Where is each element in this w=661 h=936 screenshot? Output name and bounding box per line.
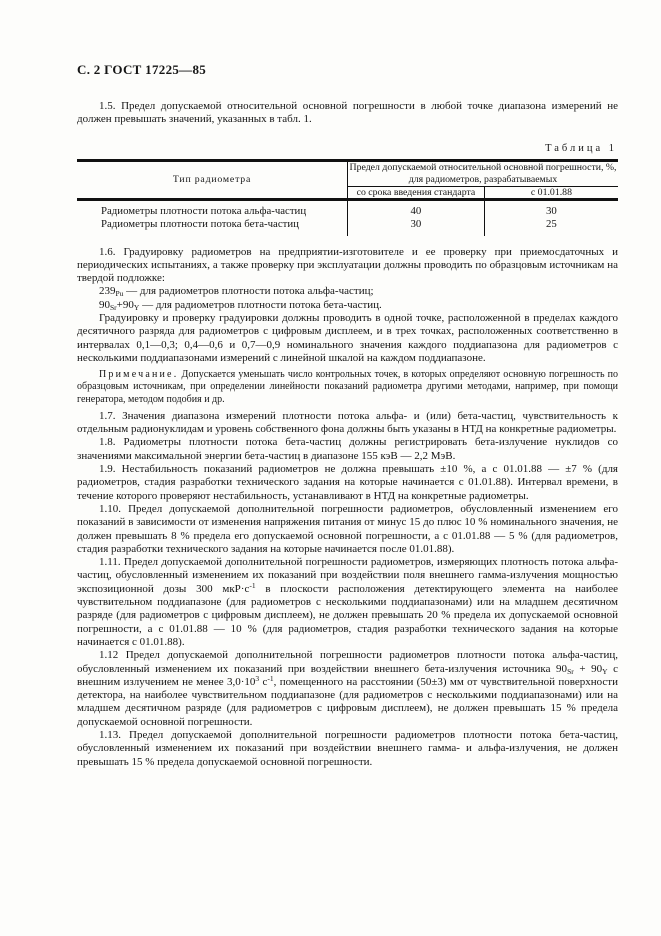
source-line-pu239: $239_{Pu}$ — для радиометров плотности потока альфа-частиц; (99, 285, 374, 299)
table-row (77, 218, 618, 236)
paragraph-1-8: 1.8. Радиометры плотности потока бета-частиц должны регистрировать бета-излучение нуклидов со значениями максимальной энергии бета-частиц в диапазоне 155 кэВ — 2,2 МэВ. (77, 436, 618, 462)
cell-value-from-1988: 30 (484, 199, 618, 218)
paragraph-1-13: 1.13. Предел допускаемой дополнительной погрешности радиометров плотности потока бета-частиц, обусловленный изменением их показаний при воздействии внешнего гамма- и альфа-излучения, не должен превышать 15 % предела допускаемой основной погрешности. (77, 729, 618, 768)
paragraph-1-12: 1.12 Предел допускаемой дополнительной погрешности радиометров плотности потока альфа-частиц, обусловленный изменением их показаний при воздействии внешнего бета-излучения источника $90_{Sr} + 90_Y$ с внешним излучением не менее $3,0\cdot 10^3$ $с^{-1}$, помещенного на расстоянии (50±3) мм от чувствительной поверхности детектора, на наиболее чувствительном поддиапазоне (для радиометров с несколькими поддиапазонами) или на младшем десятичном разряде (для радиометров с цифровым дисплеем), не должен превышать 15 % предела допускаемой основной погрешности. (77, 649, 618, 728)
paragraph-1-6-continuation: Градуировку и проверку градуировки должны проводить в одной точке, расположенной в пределах каждого десятичного разряда для радиометров с цифровым дисплеем, и в трех точках, расположенных соответственно в интервалах 0,1—0,3; 0,4—0,6 и 0,7—0,9 номинального значения каждого поддиапазона для радиометров с несколькими поддиапазонами измерений с линейной шкалой на каждом поддиапазоне. (77, 312, 618, 364)
note-block (77, 369, 618, 406)
paragraph-1-11: 1.11. Предел допускаемой дополнительной погрешности радиометров, измеряющих плотность потока альфа-частиц, обусловленный изменением их показаний при воздействии поля внешнего гамма-излучения мощностью экспозиционной дозы 300 $мкР\cdot с^{-1}$ в плоскости расположения детектирующего элемента на наиболее чувствительном поддиапазоне (для радиометров с несколькими поддиапазонами) или на младшем десятичном разряде (для радиометров с цифровым дисплеем), не должен превышать 20 % предела их допускаемой основной погрешности, а с 01.01.88 — 10 % (для радиометров, стадия разработки технического задания на которые начинается с 01.01.88). (77, 556, 618, 648)
table-row (77, 199, 618, 218)
paragraph-1-5: 1.5. Предел допускаемой относительной основной погрешности в любой точке диапазона измерений не должен превышать значений, указанных в табл. 1. (77, 100, 618, 126)
column-header-radiometer-type: Тип радиометра (77, 160, 348, 199)
limits-table-header (77, 160, 618, 199)
cell-value-from-1988: 25 (484, 218, 618, 236)
table-caption: Таблица 1 (545, 142, 617, 154)
limits-table-body (77, 199, 618, 236)
cell-value-from-introduction: 40 (348, 199, 485, 218)
paragraph-1-9: 1.9. Нестабильность показаний радиометров не должна превышать ±10 %, а с 01.01.88 — ±7 % (для радиометров, стадия разработки технического задания на которые начинается с 01.01.88). Интервал времени, в течение которого проверяют нестабильность, устанавливают в НТД на конкретные радиометры. (77, 463, 618, 502)
page-content (77, 62, 618, 769)
paragraph-1-6-intro: 1.6. Градуировку радиометров на предприятии-изготовителе и ее проверку при приемосдаточных и периодических испытаниях, а также проверку при эксплуатации должны проводить по образцовым источникам на твердой подложке: (77, 245, 618, 285)
cell-value-from-introduction: 30 (348, 218, 485, 236)
cell-radiometer-type: Радиометры плотности потока бета-частиц (101, 217, 299, 230)
paragraph-1-7: 1.7. Значения диапазона измерений плотности потока альфа- и (или) бета-частиц, чувствительность к отдельным радионуклидам и уровень собственного фона должны быть указаны в НТД на конкретные радиометры. (77, 409, 618, 436)
source-line-sr90-y90: $90_{Sr}+90_Y$ — для радиометров плотности потока бета-частиц. (99, 298, 382, 312)
note-label: Примечание. (99, 369, 179, 381)
column-header-error-limit: Предел допускаемой относительной основной погрешности, %, для радиометров, разрабатываемых (349, 161, 617, 185)
cell-radiometer-type: Радиометры плотности потока альфа-частиц (101, 204, 307, 217)
note-text: Допускается уменьшать число контрольных точек, в которых определяют основную погрешность по образцовым источникам, при определении линейности показаний радиометра другими методами, например, при помощи генератора, методом подобия и др. (77, 369, 618, 405)
paragraph-1-10: 1.10. Предел допускаемой дополнительной погрешности радиометров, обусловленный изменением его показаний в зависимости от изменения напряжения питания от минус 15 до плюс 10 % номинального значения, не должен превышать 8 % предела его допускаемой основной погрешности, а с 01.01.88 — 5 % (для радиометров, стадия разработки технического задания на которые начинается после 01.01.88). (77, 502, 618, 555)
subcolumn-header-from-introduction: со срока введения стандарта (348, 186, 485, 199)
limits-table (77, 159, 618, 236)
subcolumn-header-from-1988: с 01.01.88 (484, 186, 618, 199)
page-header-gost-number: С. 2 ГОСТ 17225—85 (77, 62, 207, 77)
